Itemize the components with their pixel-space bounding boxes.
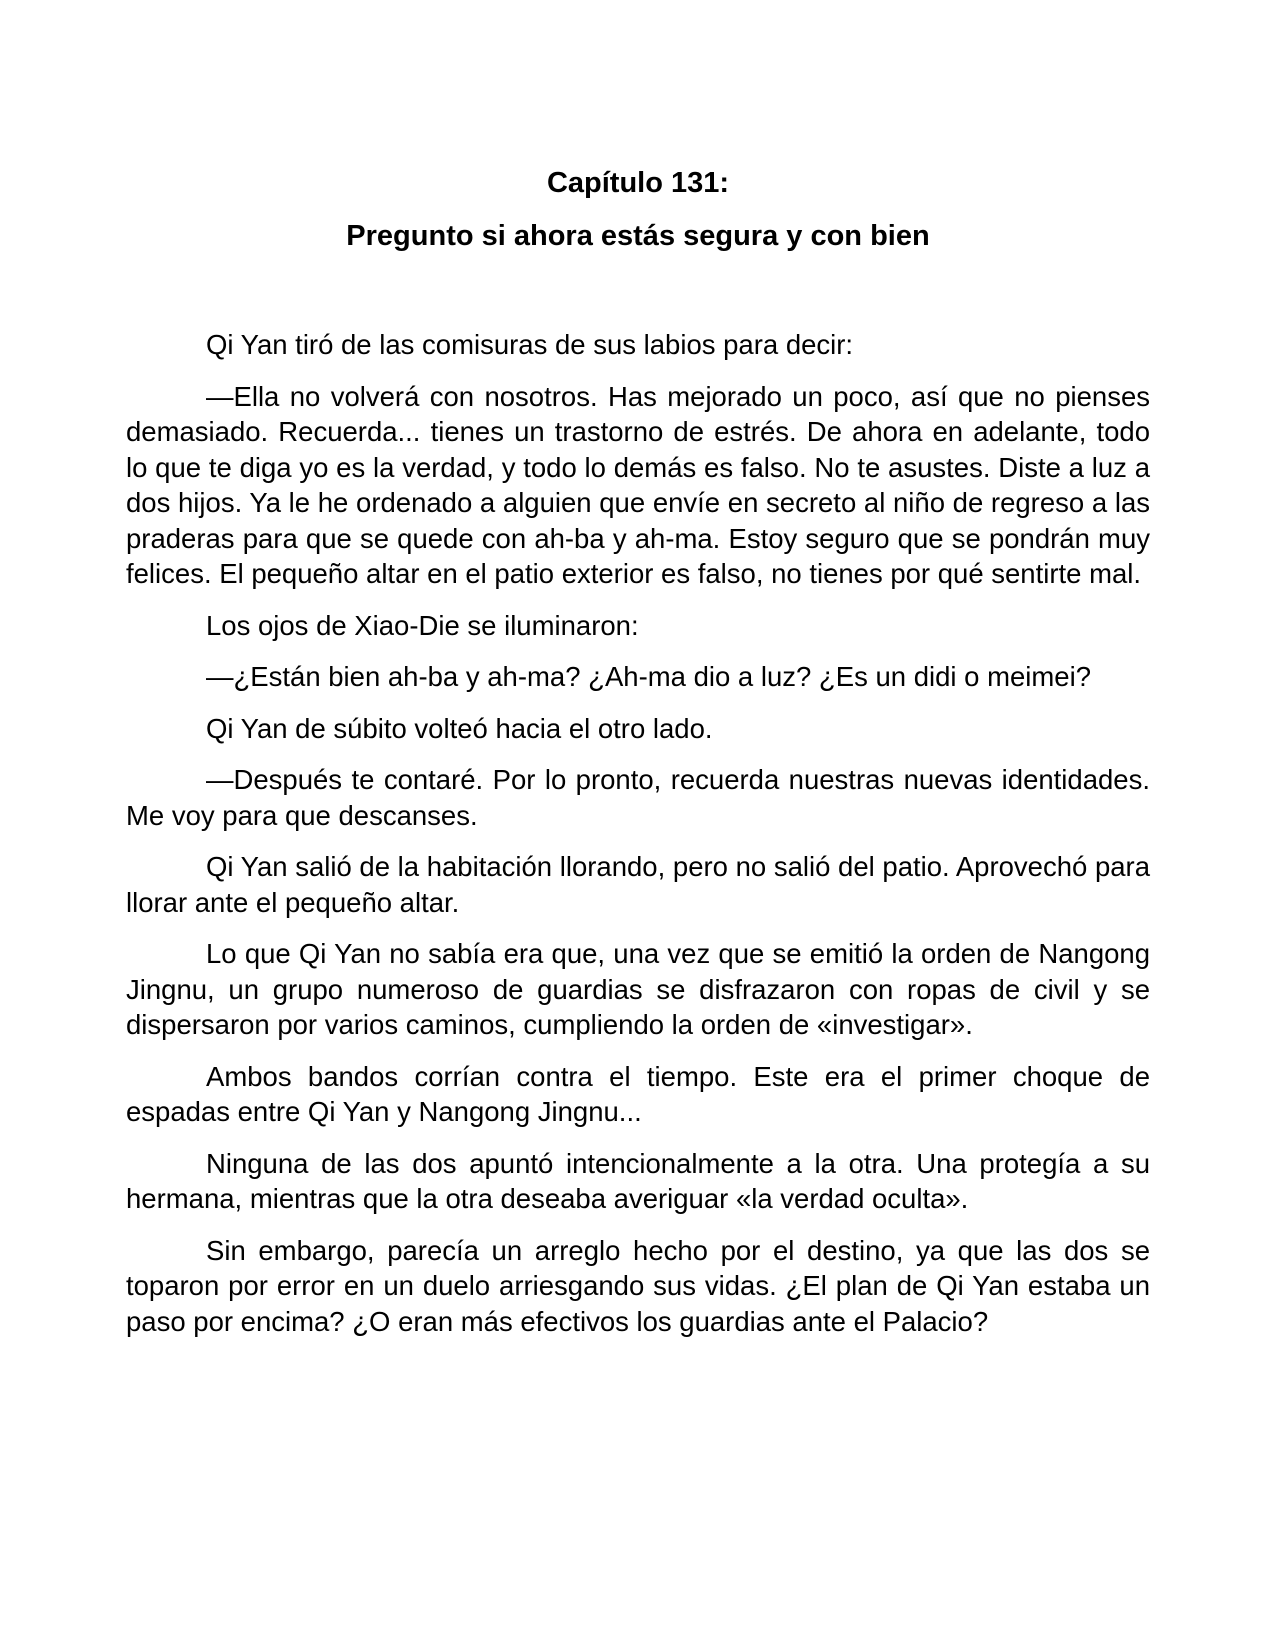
- paragraph: Lo que Qi Yan no sabía era que, una vez que se emitió la orden de Nangong Jingnu, un grupo numeroso de guardias se disfrazaron con ropas de civil y se dispersaron por varios caminos, cumpliendo la orden de «investigar».: [126, 938, 1150, 1040]
- paragraph: Qi Yan de súbito volteó hacia el otro lado.: [206, 712, 713, 744]
- paragraph: Qi Yan salió de la habitación llorando, pero no salió del patio. Aprovechó para llorar ante el pequeño altar.: [126, 851, 1150, 918]
- paragraph: —Ella no volverá con nosotros. Has mejorado un poco, así que no pienses demasiado. Recuerda... tienes un trastorno de estrés. De ahora en adelante, todo lo que te diga yo es la verdad, y todo lo demás es falso. No te asustes. Diste a luz a dos hijos. Ya le he ordenado a alguien que envíe en secreto al niño de regreso a las praderas para que se quede con ah-ba y ah-ma. Estoy seguro que se pondrán muy felices. El pequeño altar en el patio exterior es falso, no tienes por qué sentirte mal.: [126, 380, 1150, 589]
- chapter-body: [126, 327, 1150, 1355]
- chapter-title: Pregunto si ahora estás segura y con bien: [346, 220, 930, 252]
- paragraph: Ambos bandos corrían contra el tiempo. Este era el primer choque de espadas entre Qi Yan y Nangong Jingnu...: [126, 1060, 1150, 1127]
- document-page: [126, 0, 1150, 1650]
- chapter-number: Capítulo 131:: [546, 167, 730, 199]
- paragraph: —¿Están bien ah-ba y ah-ma? ¿Ah-ma dio a luz? ¿Es un didi o meimei?: [206, 661, 1091, 692]
- paragraph: —Después te contaré. Por lo pronto, recuerda nuestras nuevas identidades. Me voy para que descanses.: [126, 764, 1150, 831]
- paragraph: Qi Yan tiró de las comisuras de sus labios para decir:: [206, 329, 854, 360]
- paragraph: Sin embargo, parecía un arreglo hecho por el destino, ya que las dos se toparon por error en un duelo arriesgando sus vidas. ¿El plan de Qi Yan estaba un paso por encima? ¿O eran más efectivos los guardias ante el Palacio?: [126, 1234, 1150, 1337]
- paragraph: Ninguna de las dos apuntó intencionalmente a la otra. Una protegía a su hermana, mientras que la otra deseaba averiguar «la verdad oculta».: [126, 1147, 1150, 1214]
- paragraph: Los ojos de Xiao-Die se iluminaron:: [206, 609, 639, 641]
